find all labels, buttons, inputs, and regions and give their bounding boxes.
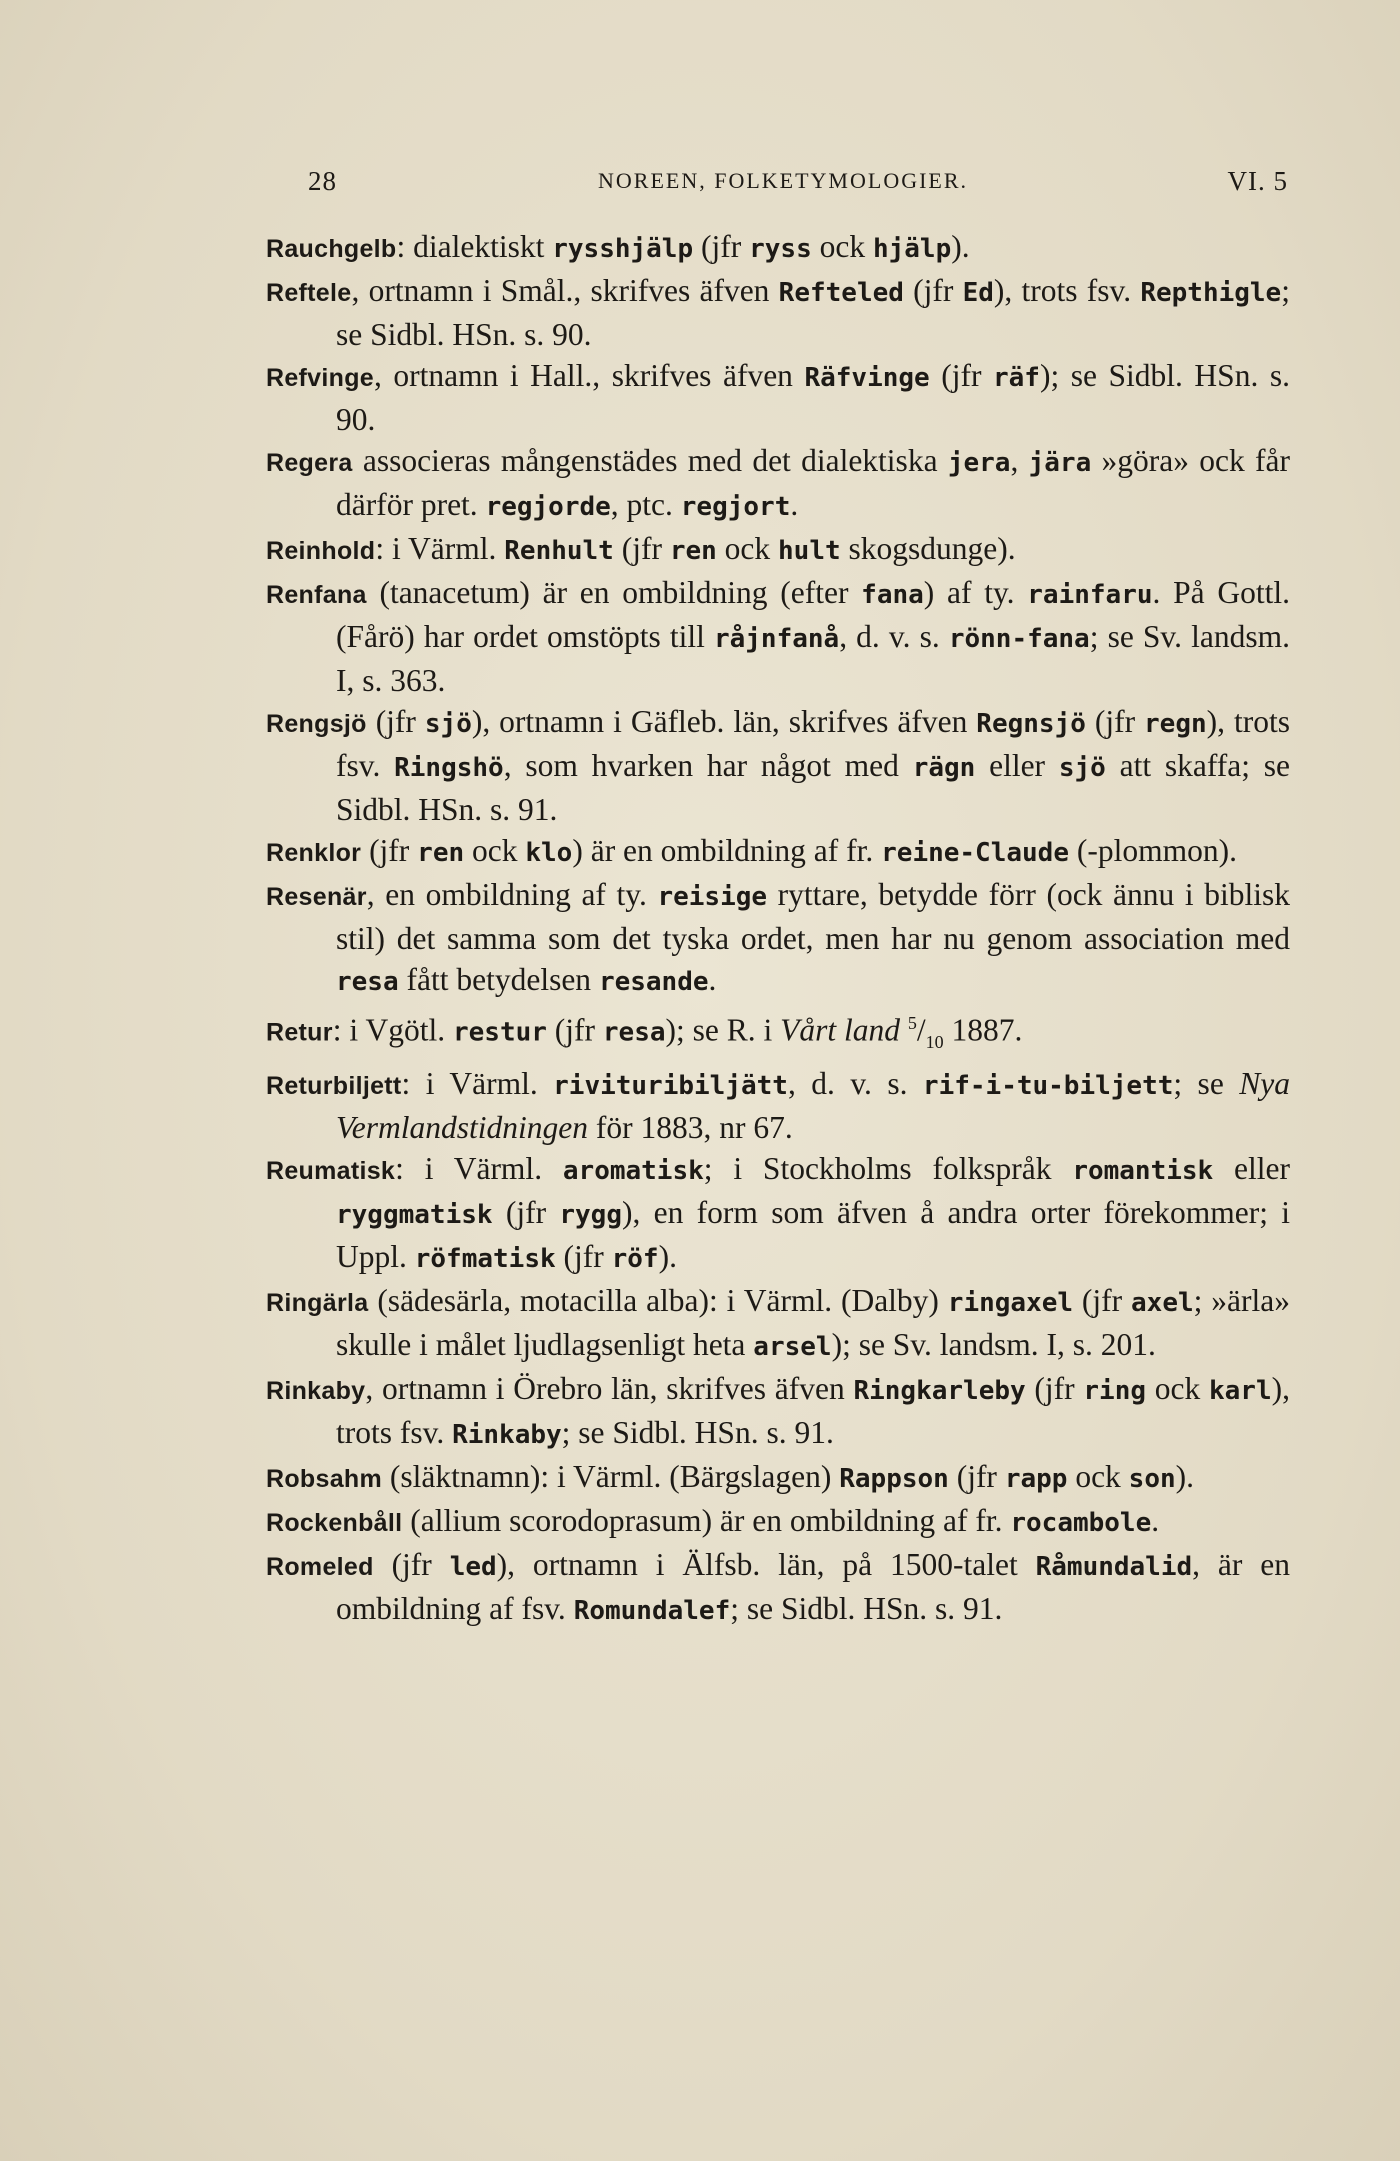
dictionary-entry — [266, 355, 1290, 440]
dictionary-entry — [266, 1063, 1290, 1148]
entry-headword: Resenär — [266, 883, 367, 911]
entry-text: ), trots fsv. — [993, 273, 1141, 308]
entry-text: för 1883, nr 67. — [588, 1109, 793, 1145]
entry-text: ) är en ombildning af fr. — [572, 833, 882, 868]
example-word: axel — [1131, 1287, 1194, 1318]
entry-text: , d. v. s. — [839, 619, 949, 654]
entry-text: . — [790, 487, 799, 522]
entry-headword: Refvinge — [266, 364, 374, 392]
entry-text: ), ortnamn i Älfsb. län, på 1500-talet — [496, 1546, 1036, 1582]
entry-text: ); se Sidbl. HSn. s. 90. — [336, 358, 1290, 437]
example-word: klo — [525, 838, 573, 868]
entry-text: 1887. — [943, 1012, 1023, 1048]
entry-text: ock — [716, 531, 779, 566]
dictionary-entries — [266, 226, 1290, 1632]
example-word: rivituribiljätt — [553, 1070, 788, 1101]
entry-text: , en ombildning af ty. — [366, 877, 658, 912]
entry-text: (jfr — [1025, 1370, 1084, 1406]
entry-text — [900, 1013, 908, 1048]
example-word: räf — [992, 363, 1040, 393]
entry-text: (jfr — [613, 531, 670, 566]
entry-text: : i Värml. — [375, 531, 505, 566]
entry-text: ; se Sidbl. HSn. s. 90. — [336, 273, 1290, 352]
entry-text: . — [708, 962, 717, 997]
entry-text: ), en form som äfven å andra orter förekommer; i Uppl. — [336, 1194, 1290, 1274]
example-word: aromatisk — [562, 1155, 704, 1186]
example-word: hult — [778, 536, 841, 566]
entry-text: (jfr — [693, 229, 750, 264]
entry-headword: Reftele — [266, 279, 352, 307]
entry-text: ryttare, betydde förr (ock ännu i biblisk stil) det samma som det tyska ordet, men har nu genom association med — [336, 877, 1290, 956]
dictionary-entry — [266, 270, 1290, 355]
dictionary-entry — [266, 1148, 1290, 1280]
entry-text: fått betydelsen — [398, 962, 599, 997]
example-word: resande — [598, 967, 709, 997]
example-word: sjö — [1058, 753, 1106, 783]
entry-text: associeras mångenstädes med det dialektiska — [352, 443, 948, 478]
entry-text: ; se Sidbl. HSn. s. 91. — [730, 1590, 1003, 1626]
example-word: Räfvinge — [804, 363, 930, 393]
example-word: hjälp — [872, 234, 952, 264]
entry-headword: Ringärla — [266, 1288, 369, 1317]
entry-text: ock — [1146, 1370, 1209, 1406]
example-word: regjorde — [485, 492, 611, 522]
example-word: restur — [452, 1017, 547, 1048]
entry-text: (-plommon). — [1068, 833, 1237, 868]
example-word: Romundalef — [573, 1595, 731, 1626]
entry-text: , är en ombildning af fsv. — [336, 1546, 1291, 1626]
entry-text: ock — [811, 229, 873, 264]
entry-text: ; se — [1173, 1065, 1240, 1101]
dictionary-entry — [266, 528, 1290, 572]
entry-text: ). — [951, 229, 970, 264]
entry-headword: Renfana — [266, 581, 367, 609]
example-word: reisige — [657, 882, 768, 912]
dictionary-entry — [266, 1500, 1290, 1544]
example-word: Ed — [962, 278, 994, 308]
dictionary-entry — [266, 440, 1290, 528]
example-word: fana — [861, 580, 924, 610]
entry-text: (jfr — [373, 1546, 450, 1582]
example-word: karl — [1209, 1375, 1272, 1406]
section-number: VI. 5 — [1227, 166, 1288, 196]
entry-text: , — [1010, 443, 1029, 478]
entry-text: ; »ärla» skulle i målet ljudlagsenligt heta — [336, 1282, 1290, 1362]
dictionary-entry — [266, 1456, 1290, 1500]
entry-text: (sädesärla, motacilla alba): i Värml. (Dalby) — [368, 1282, 948, 1318]
entry-headword: Rauchgelb — [266, 235, 397, 263]
running-header — [308, 166, 1288, 206]
entry-text: ), ortnamn i Gäfleb. län, skrifves äfven — [471, 704, 977, 739]
title-citation: Vårt land — [780, 1012, 901, 1048]
example-word: Rappson — [839, 1463, 949, 1494]
entry-text: att skaffa; se Sidbl. HSn. s. 91. — [336, 748, 1291, 827]
entry-text: (jfr — [903, 273, 963, 308]
example-word: sjö — [424, 709, 472, 739]
example-word: rainfaru — [1027, 580, 1153, 610]
dictionary-entry — [266, 1280, 1290, 1368]
entry-headword: Robsahm — [266, 1464, 383, 1493]
example-word: rapp — [1004, 1463, 1068, 1494]
entry-text: (jfr — [929, 358, 993, 393]
fraction-denominator: 10 — [925, 1031, 944, 1052]
entry-text: ); se R. i — [665, 1012, 781, 1048]
dictionary-entry — [266, 701, 1290, 830]
entry-text: eller — [975, 748, 1059, 783]
entry-text: (jfr — [948, 1458, 1005, 1494]
example-word: jera — [947, 448, 1011, 478]
example-word: råjnfanå — [713, 624, 840, 654]
example-word: son — [1128, 1463, 1176, 1494]
title-citation: Nya Vermlandstidningen — [336, 1065, 1290, 1145]
entry-text: (jfr — [492, 1194, 560, 1230]
entry-text: ; i Stockholms folkspråk — [703, 1150, 1073, 1186]
entry-headword: Renklor — [266, 839, 362, 867]
entry-text: (jfr — [366, 704, 425, 739]
running-title: NOREEN, FOLKETYMOLOGIER. — [598, 168, 969, 193]
entry-text: eller — [1213, 1150, 1290, 1186]
example-word: röfmatisk — [414, 1243, 556, 1274]
example-word: rägn — [912, 753, 976, 783]
entry-text: , ortnamn i Hall., skrifves äfven — [373, 358, 805, 393]
entry-text: ), trots fsv. — [336, 1370, 1290, 1450]
example-word: Regnsjö — [976, 709, 1086, 739]
entry-text: ock — [464, 833, 526, 868]
entry-text: (jfr — [555, 1238, 612, 1274]
entry-text: skogsdunge). — [840, 531, 1016, 566]
entry-text: : i Vgötl. — [332, 1012, 453, 1048]
example-word: ren — [417, 838, 465, 868]
entry-text: (jfr — [1085, 704, 1145, 739]
example-word: reine-Claude — [881, 838, 1069, 868]
entry-text: (allium scorodoprasum) är en ombildning af fr. — [402, 1502, 1011, 1538]
example-word: rönn-fana — [948, 624, 1090, 654]
entry-text: (jfr — [361, 833, 418, 868]
entry-text: : i Värml. — [401, 1065, 554, 1101]
entry-text: , ortnamn i Smål., skrifves äfven — [351, 273, 779, 308]
entry-text: ock — [1067, 1458, 1129, 1494]
example-word: Ringshö — [394, 753, 504, 783]
example-word: led — [449, 1551, 497, 1582]
example-word: Refteled — [778, 278, 904, 308]
dictionary-entry — [266, 830, 1290, 874]
entry-text: : i Värml. — [395, 1150, 563, 1186]
entry-headword: Returbiljett — [266, 1071, 402, 1100]
example-word: rysshjälp — [552, 234, 694, 264]
fraction-numerator: 5 — [907, 1013, 917, 1033]
dictionary-entry — [266, 1368, 1290, 1456]
dictionary-entry — [266, 1003, 1290, 1063]
entry-text: / — [916, 1012, 926, 1048]
entry-text: (jfr — [1073, 1282, 1132, 1318]
entry-text: : dialektiskt — [396, 229, 553, 264]
entry-headword: Rinkaby — [266, 1376, 366, 1405]
entry-text: ); se Sv. landsm. I, s. 201. — [831, 1326, 1156, 1362]
example-word: arsel — [753, 1331, 832, 1362]
example-word: romantisk — [1072, 1155, 1214, 1186]
entry-text: ). — [658, 1238, 677, 1274]
entry-text: ) af ty. — [923, 575, 1028, 610]
entry-headword: Retur — [266, 1018, 333, 1047]
entry-text: . På Gottl. (Fårö) har ordet omstöpts till — [336, 575, 1290, 654]
entry-headword: Regera — [266, 449, 353, 477]
example-word: resa — [602, 1017, 666, 1048]
entry-text: ), trots fsv. — [336, 704, 1290, 783]
entry-headword: Reumatisk — [266, 1156, 396, 1185]
entry-text: (tanacetum) är en ombildning (efter — [366, 575, 862, 610]
entry-text: , d. v. s. — [787, 1065, 923, 1101]
entry-headword: Rockenbåll — [266, 1508, 403, 1537]
page-number: 28 — [308, 166, 337, 196]
dictionary-entry — [266, 874, 1290, 1003]
entry-headword: Romeled — [266, 1552, 374, 1581]
example-word: röf — [611, 1243, 659, 1274]
example-word: rygg — [559, 1199, 622, 1230]
example-word: ryggmatisk — [336, 1199, 493, 1230]
example-word: ryss — [749, 234, 812, 264]
entry-text: ). — [1175, 1458, 1195, 1494]
entry-text: , ptc. — [610, 487, 681, 522]
entry-text: »göra» ock får därför pret. — [336, 443, 1290, 522]
entry-text: ; se Sv. landsm. I, s. 363. — [336, 619, 1290, 698]
example-word: ren — [669, 536, 717, 566]
entry-text: ; se Sidbl. HSn. s. 91. — [561, 1414, 834, 1450]
example-word: Rinkaby — [452, 1419, 562, 1450]
example-word: rocambole — [1010, 1507, 1152, 1538]
example-word: ring — [1083, 1375, 1147, 1406]
entry-text: , ortnamn i Örebro län, skrifves äfven — [365, 1370, 854, 1406]
example-word: Ringkarleby — [853, 1375, 1026, 1406]
entry-headword: Rengsjö — [266, 710, 367, 738]
entry-text: (släktnamn): i Värml. (Bärgslagen) — [382, 1458, 840, 1494]
example-word: jära — [1028, 448, 1092, 478]
dictionary-entry — [266, 1544, 1290, 1632]
example-word: resa — [336, 967, 399, 997]
example-word: regjort — [680, 492, 791, 522]
dictionary-entry — [266, 572, 1290, 701]
example-word: regn — [1144, 709, 1207, 739]
dictionary-entry — [266, 226, 1290, 270]
example-word: rif-i-tu-biljett — [922, 1070, 1174, 1101]
entry-text: . — [1151, 1502, 1160, 1538]
example-word: ringaxel — [947, 1287, 1074, 1318]
entry-headword: Reinhold — [266, 537, 376, 565]
entry-text: , som hvarken har något med — [503, 748, 913, 783]
example-word: Repthigle — [1140, 278, 1282, 308]
example-word: Råmundalid — [1035, 1551, 1193, 1582]
example-word: Renhult — [504, 536, 614, 566]
entry-text: (jfr — [546, 1012, 603, 1048]
